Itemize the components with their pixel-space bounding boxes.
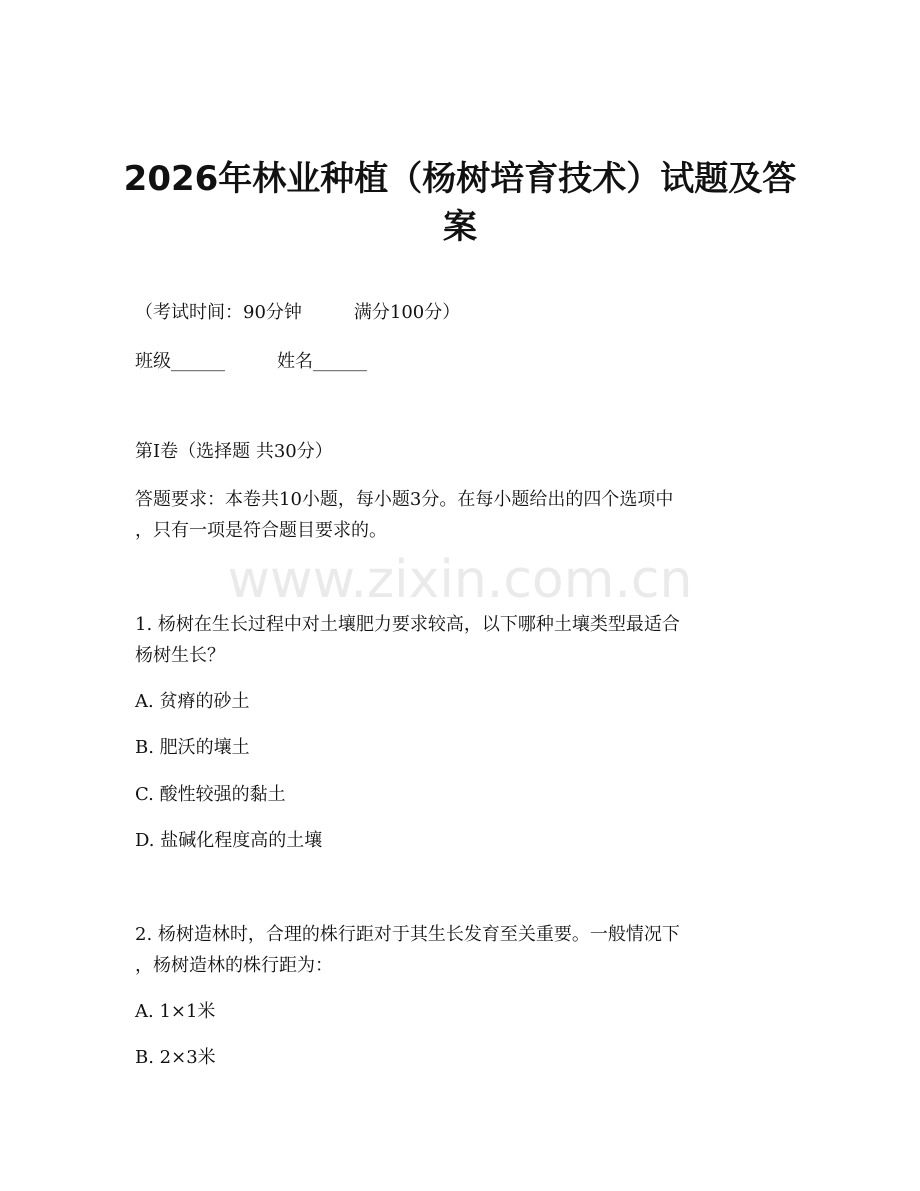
question-1-stem-line-2: 杨树生长？ <box>135 645 225 666</box>
watermark: www.zixin.com.cn <box>227 550 693 610</box>
question-1-stem-line-1: 1. 杨树在生长过程中对土壤肥力要求较高，以下哪种土壤类型最适合 <box>135 614 680 635</box>
question-2-stem-line-2: ，杨树造林的株行距为： <box>135 955 333 976</box>
section-instructions-line-1: 答题要求：本卷共10小题，每小题3分。在每小题给出的四个选项中 <box>135 489 674 510</box>
class-field-label: 班级______ <box>135 351 225 372</box>
name-field-label: 姓名______ <box>277 351 367 372</box>
question-1-option-a: A. 贫瘠的砂土 <box>135 691 250 712</box>
section-heading: 第I卷（选择题 共30分） <box>135 441 333 462</box>
question-2-stem-line-1: 2. 杨树造林时，合理的株行距对于其生长发育至关重要。一般情况下 <box>135 924 680 945</box>
question-2-option-a: A. 1×1米 <box>135 1001 216 1022</box>
exam-score: 满分100分） <box>353 302 461 323</box>
question-2-option-b: B. 2×3米 <box>135 1047 216 1068</box>
question-1-option-c: C. 酸性较强的黏土 <box>135 784 286 805</box>
question-1-option-d: D. 盐碱化程度高的土壤 <box>135 830 323 851</box>
student-fields <box>135 349 367 375</box>
exam-time: （考试时间：90分钟 <box>135 302 302 323</box>
document-title-line-1: 2026年林业种植（杨树培育技术）试题及答 <box>123 159 797 199</box>
document-title-line-2: 案 <box>443 207 477 247</box>
question-1-option-b: B. 肥沃的壤土 <box>135 737 250 758</box>
exam-info <box>135 300 460 326</box>
section-instructions-line-2: ，只有一项是符合题目要求的。 <box>135 520 387 541</box>
